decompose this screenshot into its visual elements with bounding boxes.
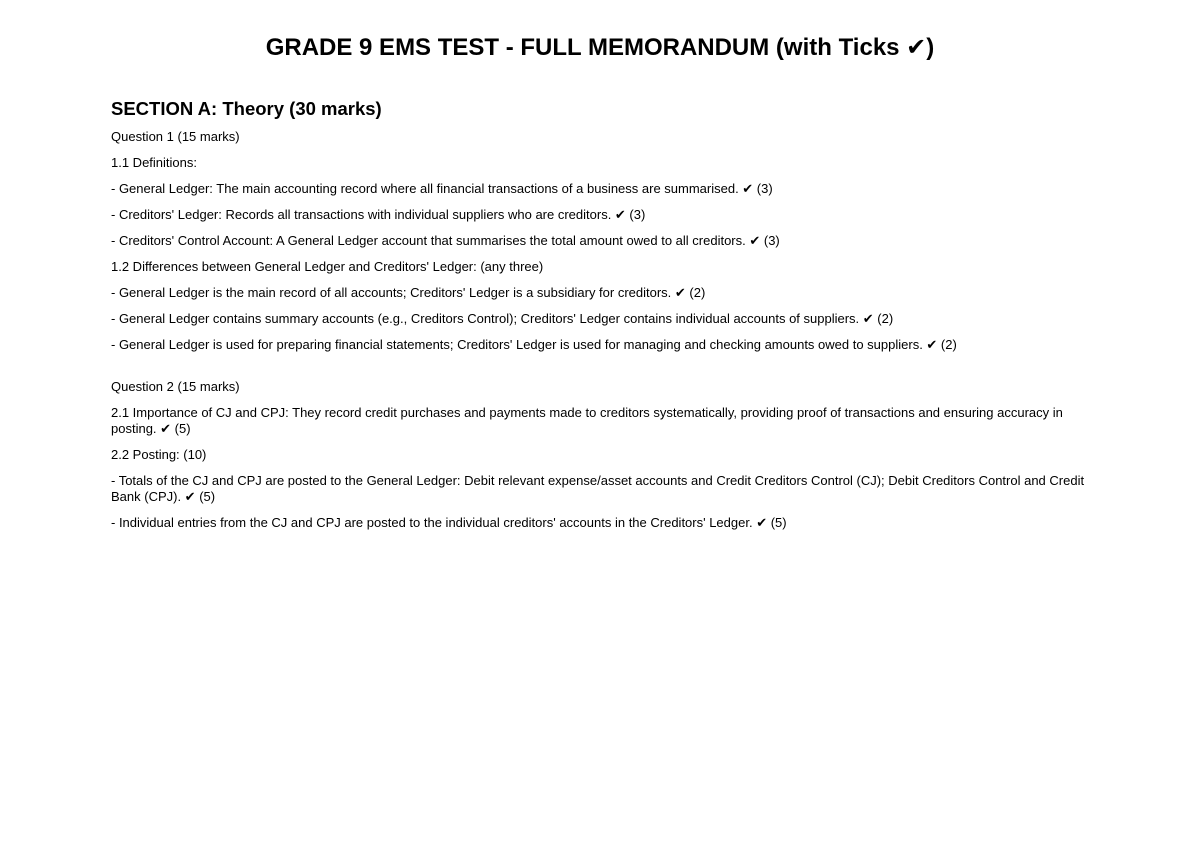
question-2 [111,379,1091,531]
section-heading: SECTION A: Theory (30 marks) [111,98,382,119]
answer-line: - General Ledger is the main record of all accounts; Creditors' Ledger is a subsidiary for creditors. ✔ (2) [111,285,706,300]
answer-line: - Totals of the CJ and CPJ are posted to the General Ledger: Debit relevant expense/asset accounts and Credit Creditors Control (CJ); Debit Creditors Control and Credit Bank (CPJ). ✔ (5) [111,473,1085,504]
section-a [111,97,1091,541]
question-heading: Question 2 (15 marks) [111,379,240,394]
answer-line: 2.1 Importance of CJ and CPJ: They record credit purchases and payments made to creditors systematically, providing proof of transactions and ensuring accuracy in posting. ✔ (5) [111,405,1063,436]
question-1 [111,129,1091,353]
answer-line: - General Ledger: The main accounting record where all financial transactions of a business are summarised. ✔ (3) [111,181,773,196]
subquestion-heading: 1.1 Definitions: [111,155,197,170]
question-heading: Question 1 (15 marks) [111,129,240,144]
subquestion-heading: 2.2 Posting: (10) [111,447,207,462]
answer-line: - General Ledger is used for preparing financial statements; Creditors' Ledger is used for managing and checking amounts owed to suppliers. ✔ (2) [111,337,957,352]
answer-line: - General Ledger contains summary accounts (e.g., Creditors Control); Creditors' Ledger contains individual accounts of suppliers. ✔ (2) [111,311,894,326]
answer-line: - Creditors' Control Account: A General Ledger account that summarises the total amount owed to all creditors. ✔ (3) [111,233,780,248]
answer-line: - Individual entries from the CJ and CPJ are posted to the individual creditors' accounts in the Creditors' Ledger. ✔ (5) [111,515,787,530]
subquestion-heading: 1.2 Differences between General Ledger and Creditors' Ledger: (any three) [111,259,544,274]
answer-line: - Creditors' Ledger: Records all transactions with individual suppliers who are creditors. ✔ (3) [111,207,646,222]
document-title: GRADE 9 EMS TEST - FULL MEMORANDUM (with Ticks ✔) [265,34,935,61]
